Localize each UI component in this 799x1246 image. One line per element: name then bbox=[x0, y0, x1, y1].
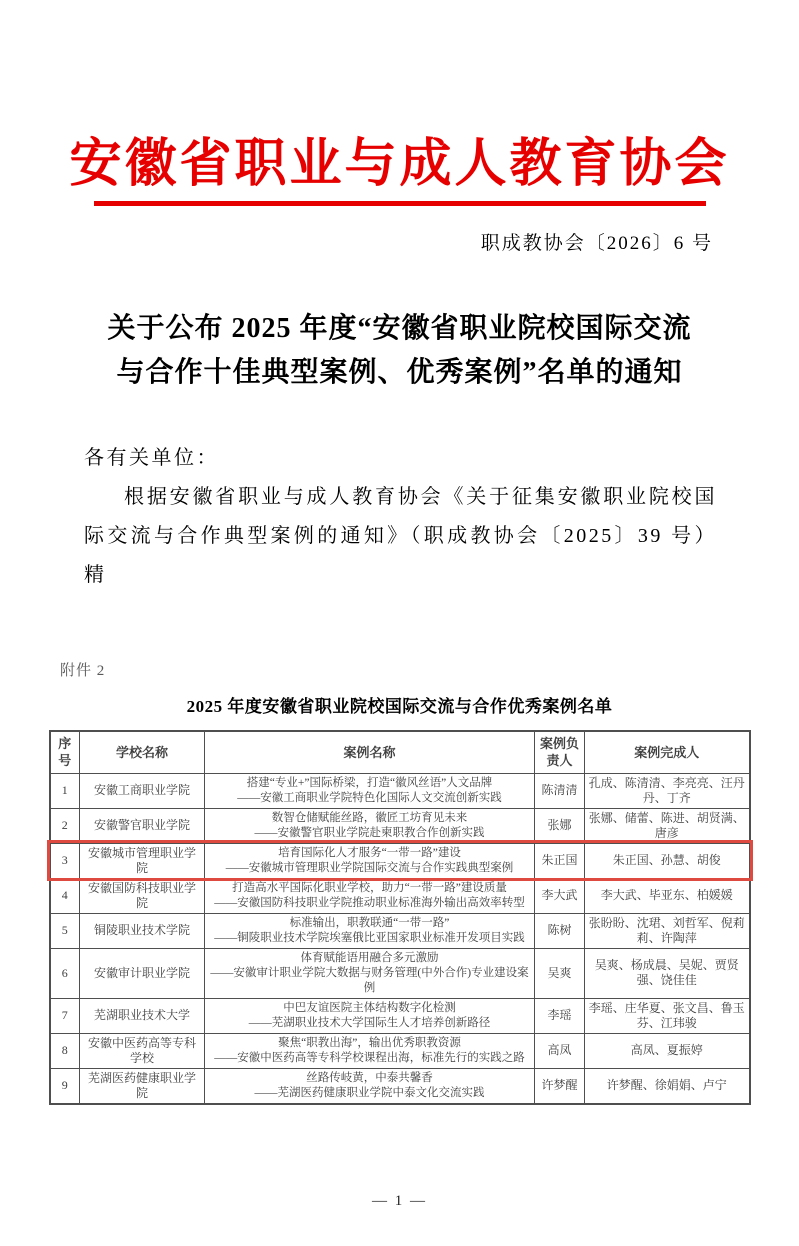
row-leader: 李大武 bbox=[535, 878, 585, 913]
row-completers: 许梦醒、徐娟娟、卢宁 bbox=[585, 1068, 750, 1104]
row-school: 芜湖职业技术大学 bbox=[80, 998, 205, 1033]
table-row bbox=[50, 878, 750, 913]
row-no: 5 bbox=[50, 913, 80, 948]
case-line1: 培育国际化人才服务“一带一路”建设 bbox=[278, 846, 461, 859]
case-line2: ——安徽中医药高等专科学校课程出海，标准先行的实践之路 bbox=[214, 1051, 525, 1064]
row-case bbox=[205, 1068, 535, 1104]
col-header-completers: 案例完成人 bbox=[585, 731, 750, 773]
case-line2: ——安徽城市管理职业学院国际交流与合作实践典型案例 bbox=[225, 861, 514, 874]
case-line1: 打造高水平国际化职业学校，助力“一带一路”建设质量 bbox=[232, 881, 507, 894]
row-no: 7 bbox=[50, 998, 80, 1033]
case-line1: 数智仓储赋能丝路，徽匠工坊育见未来 bbox=[271, 811, 468, 824]
masthead-double-rule bbox=[94, 201, 706, 206]
case-line1: 搭建“专业+”国际桥梁，打造“徽风丝语”人文品牌 bbox=[246, 776, 493, 789]
table-row bbox=[50, 1068, 750, 1104]
row-school: 安徽城市管理职业学院 bbox=[80, 843, 205, 878]
row-school: 安徽国防科技职业学院 bbox=[80, 878, 205, 913]
case-line2: ——安徽审计职业学院大数据与财务管理(中外合作)专业建设案例 bbox=[210, 966, 529, 994]
row-completers: 张盼盼、沈珺、刘哲军、倪莉莉、许陶萍 bbox=[585, 913, 750, 948]
attachment-label: 附件 2 bbox=[60, 663, 106, 679]
table-row bbox=[50, 1033, 750, 1068]
row-no: 2 bbox=[50, 808, 80, 843]
row-case bbox=[205, 913, 535, 948]
org-masthead-title: 安徽省职业与成人教育协会 bbox=[69, 135, 730, 193]
case-table-body bbox=[50, 773, 750, 1104]
case-line2: ——安徽国防科技职业学院推动职业标准海外输出高效率转型 bbox=[214, 896, 525, 909]
row-case bbox=[205, 773, 535, 808]
case-line1: 中巴友谊医院主体结构数字化检测 bbox=[283, 1001, 456, 1014]
row-completers: 吴爽、杨成晨、吴妮、贾贤强、饶佳佳 bbox=[585, 948, 750, 998]
row-no: 9 bbox=[50, 1068, 80, 1104]
row-case bbox=[205, 808, 535, 843]
case-line2: ——芜湖医药健康职业学院中泰文化交流实践 bbox=[254, 1086, 485, 1099]
row-school: 芜湖医药健康职业学院 bbox=[80, 1068, 205, 1104]
row-school: 安徽中医药高等专科学校 bbox=[80, 1033, 205, 1068]
row-completers: 高凤、夏振婷 bbox=[585, 1033, 750, 1068]
row-completers: 李大武、毕亚东、柏媛媛 bbox=[585, 878, 750, 913]
table-row bbox=[50, 808, 750, 843]
row-case bbox=[205, 998, 535, 1033]
row-completers: 张娜、储蕾、陈进、胡贤满、唐彦 bbox=[585, 808, 750, 843]
row-school: 安徽工商职业学院 bbox=[80, 773, 205, 808]
salutation: 各有关单位： bbox=[84, 447, 219, 469]
col-header-case: 案例名称 bbox=[205, 731, 535, 773]
col-header-school: 学校名称 bbox=[80, 731, 205, 773]
body-paragraph: 根据安徽省职业与成人教育协会《关于征集安徽职业院校国际交流与合作典型案例的通知》（职成教协会〔2025〕39 号）精 bbox=[84, 486, 717, 586]
case-line1: 丝路传岐黄，中泰共馨香 bbox=[306, 1071, 433, 1084]
notice-body bbox=[84, 439, 717, 595]
case-line2: ——铜陵职业技术学院埃塞俄比亚国家职业标准开发项目实践 bbox=[214, 931, 525, 944]
table-row bbox=[50, 998, 750, 1033]
case-line1: 体育赋能语用融合多元激励 bbox=[300, 951, 439, 964]
table-row bbox=[50, 773, 750, 808]
row-leader: 高凤 bbox=[535, 1033, 585, 1068]
row-case bbox=[205, 843, 535, 878]
row-no: 8 bbox=[50, 1033, 80, 1068]
row-completers: 李瑶、庄华夏、张文昌、鲁玉芬、江玮骏 bbox=[585, 998, 750, 1033]
col-header-leader: 案例负责人 bbox=[535, 731, 585, 773]
row-leader: 张娜 bbox=[535, 808, 585, 843]
row-school: 铜陵职业技术学院 bbox=[80, 913, 205, 948]
table-row bbox=[50, 843, 750, 878]
row-no: 1 bbox=[50, 773, 80, 808]
table-title: 2025 年度安徽省职业院校国际交流与合作优秀案例名单 bbox=[186, 697, 613, 716]
row-case bbox=[205, 948, 535, 998]
case-line1: 标准输出，职教联通“一带一路” bbox=[289, 916, 450, 929]
row-school: 安徽审计职业学院 bbox=[80, 948, 205, 998]
row-leader: 朱正国 bbox=[535, 843, 585, 878]
table-row bbox=[50, 948, 750, 998]
case-line1: 聚焦“职教出海”，输出优秀职教资源 bbox=[278, 1036, 461, 1049]
notice-title bbox=[0, 307, 799, 395]
row-leader: 吴爽 bbox=[535, 948, 585, 998]
row-leader: 李瑶 bbox=[535, 998, 585, 1033]
case-line2: ——芜湖职业技术大学国际生人才培养创新路径 bbox=[248, 1016, 491, 1029]
row-case bbox=[205, 1033, 535, 1068]
case-table bbox=[49, 730, 751, 1105]
page-number: — 1 — bbox=[372, 1193, 427, 1209]
row-completers: 朱正国、孙慧、胡俊 bbox=[585, 843, 750, 878]
row-no: 4 bbox=[50, 878, 80, 913]
case-line2: ——安徽警官职业学院赴柬职教合作创新实践 bbox=[254, 826, 485, 839]
row-completers: 孔成、陈清清、李亮亮、汪丹丹、丁齐 bbox=[585, 773, 750, 808]
row-leader: 陈清清 bbox=[535, 773, 585, 808]
row-leader: 陈树 bbox=[535, 913, 585, 948]
notice-title-line2: 与合作十佳典型案例、优秀案例”名单的通知 bbox=[116, 357, 683, 388]
row-no: 3 bbox=[50, 843, 80, 878]
case-line2: ——安徽工商职业学院特色化国际人文交流创新实践 bbox=[237, 791, 502, 804]
table-row bbox=[50, 913, 750, 948]
row-no: 6 bbox=[50, 948, 80, 998]
row-school: 安徽警官职业学院 bbox=[80, 808, 205, 843]
col-header-no: 序号 bbox=[50, 731, 80, 773]
notice-title-line1: 关于公布 2025 年度“安徽省职业院校国际交流 bbox=[107, 313, 692, 344]
document-page bbox=[0, 134, 799, 1246]
case-table-header bbox=[50, 731, 750, 773]
doc-number: 职成教协会〔2026〕6 号 bbox=[480, 233, 713, 254]
row-leader: 许梦醒 bbox=[535, 1068, 585, 1104]
row-case bbox=[205, 878, 535, 913]
